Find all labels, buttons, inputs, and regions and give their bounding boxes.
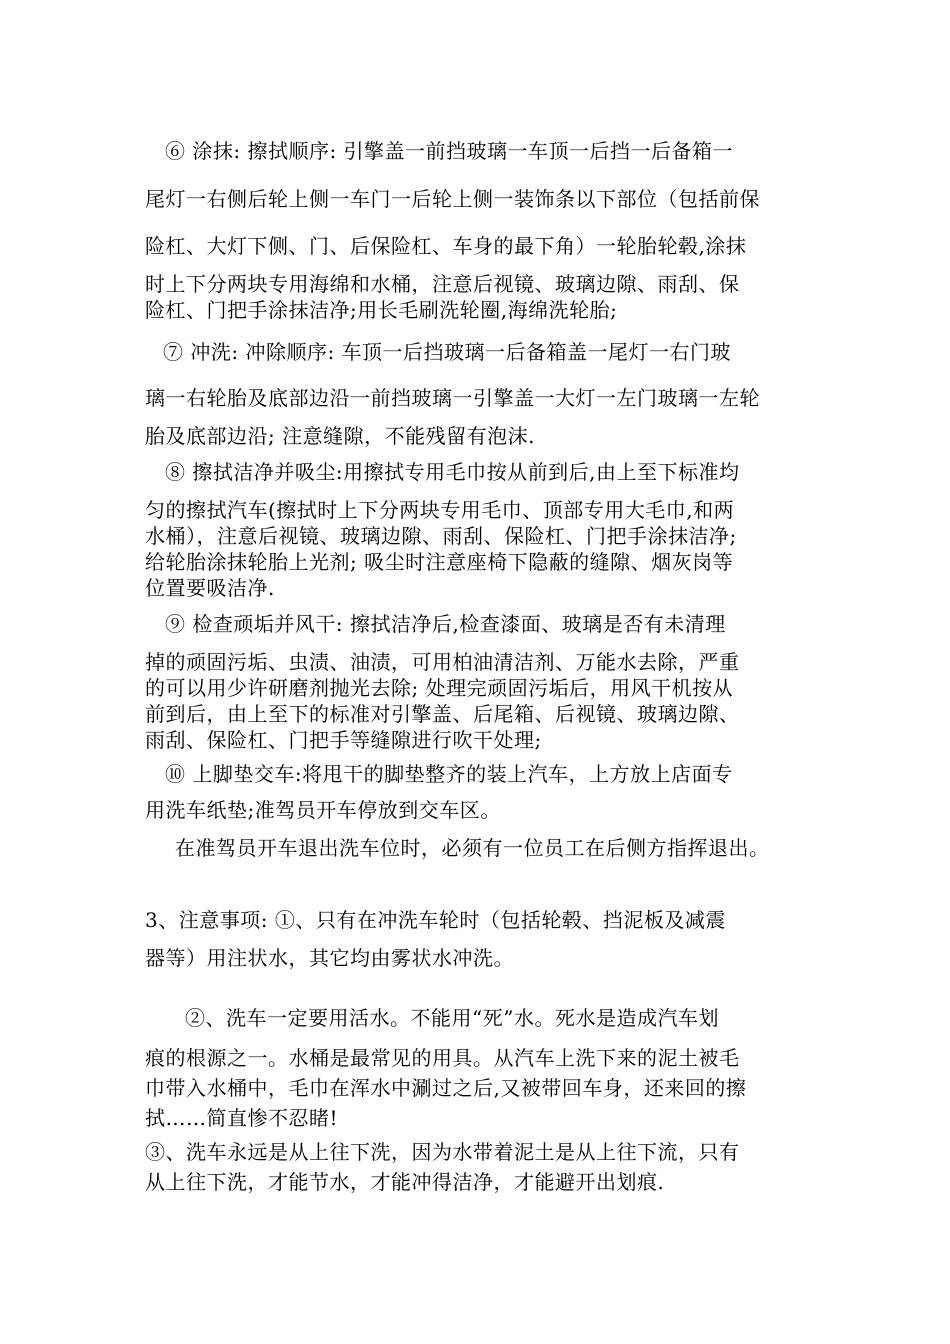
item6-line4: 时上下分两块专用海绵和水桶，注意后视镜、玻璃边隙、雨刮、保 bbox=[145, 272, 740, 296]
item10-line1: ⑩ 上脚垫交车:将甩干的脚垫整齐的装上汽车，上方放上店面专 bbox=[165, 762, 733, 786]
notes-2-line2: 痕的根源之一。水桶是最常见的用具。从汽车上洗下来的泥土被毛 bbox=[145, 1046, 740, 1070]
item8-line3: 水桶），注意后视镜、玻璃边隙、雨刮、保险杠、门把手涂抹洁净; bbox=[145, 524, 737, 548]
notes-3-line2: 从上往下洗，才能节水，才能冲得洁净，才能避开出划痕. bbox=[145, 1170, 665, 1194]
item9-line4: 前到后，由上至下的标准对引擎盖、后尾箱、后视镜、玻璃边隙、 bbox=[145, 702, 740, 726]
item8-line1: ⑧ 擦拭洁净并吸尘:用擦拭专用毛巾按从前到后,由上至下标准均 bbox=[165, 460, 740, 484]
item6-line2: 尾灯一右侧后轮上侧一车门一后轮上侧一装饰条以下部位（包括前保 bbox=[145, 187, 760, 211]
item7-line1: ⑦ 冲洗: 冲除顺序: 车顶一后挡玻璃一后备箱盖一尾灯一右门玻 bbox=[163, 340, 732, 364]
item6-line5: 险杠、门把手涂抹洁净;用长毛刷洗轮圈,海绵洗轮胎; bbox=[145, 298, 618, 322]
item7-line3: 胎及底部边沿; 注意缝隙，不能残留有泡沫. bbox=[145, 424, 535, 448]
item7-line2: 璃一右轮胎及底部边沿一前挡玻璃一引擎盖一大灯一左门玻璃一左轮 bbox=[145, 386, 760, 410]
notes-1-line2: 器等）用注状水，其它均由雾状水冲洗。 bbox=[145, 946, 514, 970]
item10-line2: 用洗车纸垫;准驾员开车停放到交车区。 bbox=[145, 798, 501, 822]
item8-line4: 给轮胎涂抹轮胎上光剂; 吸尘时注意座椅下隐蔽的缝隙、烟灰岗等 bbox=[145, 550, 734, 574]
item9-line5: 雨刮、保险杠、门把手等缝隙进行吹干处理; bbox=[145, 728, 542, 752]
notes-3-line1: ③、洗车永远是从上往下洗，因为水带着泥土是从上往下流，只有 bbox=[145, 1140, 740, 1164]
notes-1-line1: 3、注意事项: ①、只有在冲洗车轮时（包括轮毂、挡泥板及减震 bbox=[145, 908, 726, 932]
notes-2-line3: 巾带入水桶中，毛巾在浑水中涮过之后,又被带回车身，还来回的擦 bbox=[145, 1076, 747, 1100]
notes-2-line1: ②、洗车一定要用活水。不能用“死”水。死水是造成汽车划 bbox=[185, 1006, 719, 1030]
notes-2-line4: 拭……简直惨不忍睹! bbox=[145, 1106, 339, 1130]
item8-line5: 位置要吸洁净. bbox=[145, 576, 275, 600]
item9-line2: 掉的顽固污垢、虫渍、油渍，可用柏油清洁剂、万能水去除，严重 bbox=[145, 650, 740, 674]
item10-line3: 在准驾员开车退出洗车位时，必须有一位员工在后侧方指挥退出。 bbox=[175, 836, 770, 860]
item6-line1: ⑥ 涂抹: 擦拭顺序: 引擎盖一前挡玻璃一车顶一后挡一后备箱一 bbox=[165, 139, 734, 163]
item6-line3: 险杠、大灯下侧、门、后保险杠、车身的最下角）一轮胎轮毂,涂抹 bbox=[145, 234, 747, 258]
item9-line1: ⑨ 检查顽垢并风干: 擦拭洁净后,检查漆面、玻璃是否有未清理 bbox=[165, 612, 726, 636]
item9-line3: 的可以用少许研磨剂抛光去除; 处理完顽固污垢后，用风干机按从 bbox=[145, 676, 734, 700]
item8-line2: 匀的擦拭汽车(擦拭时上下分两块专用毛巾、顶部专用大毛巾,和两 bbox=[145, 498, 735, 522]
